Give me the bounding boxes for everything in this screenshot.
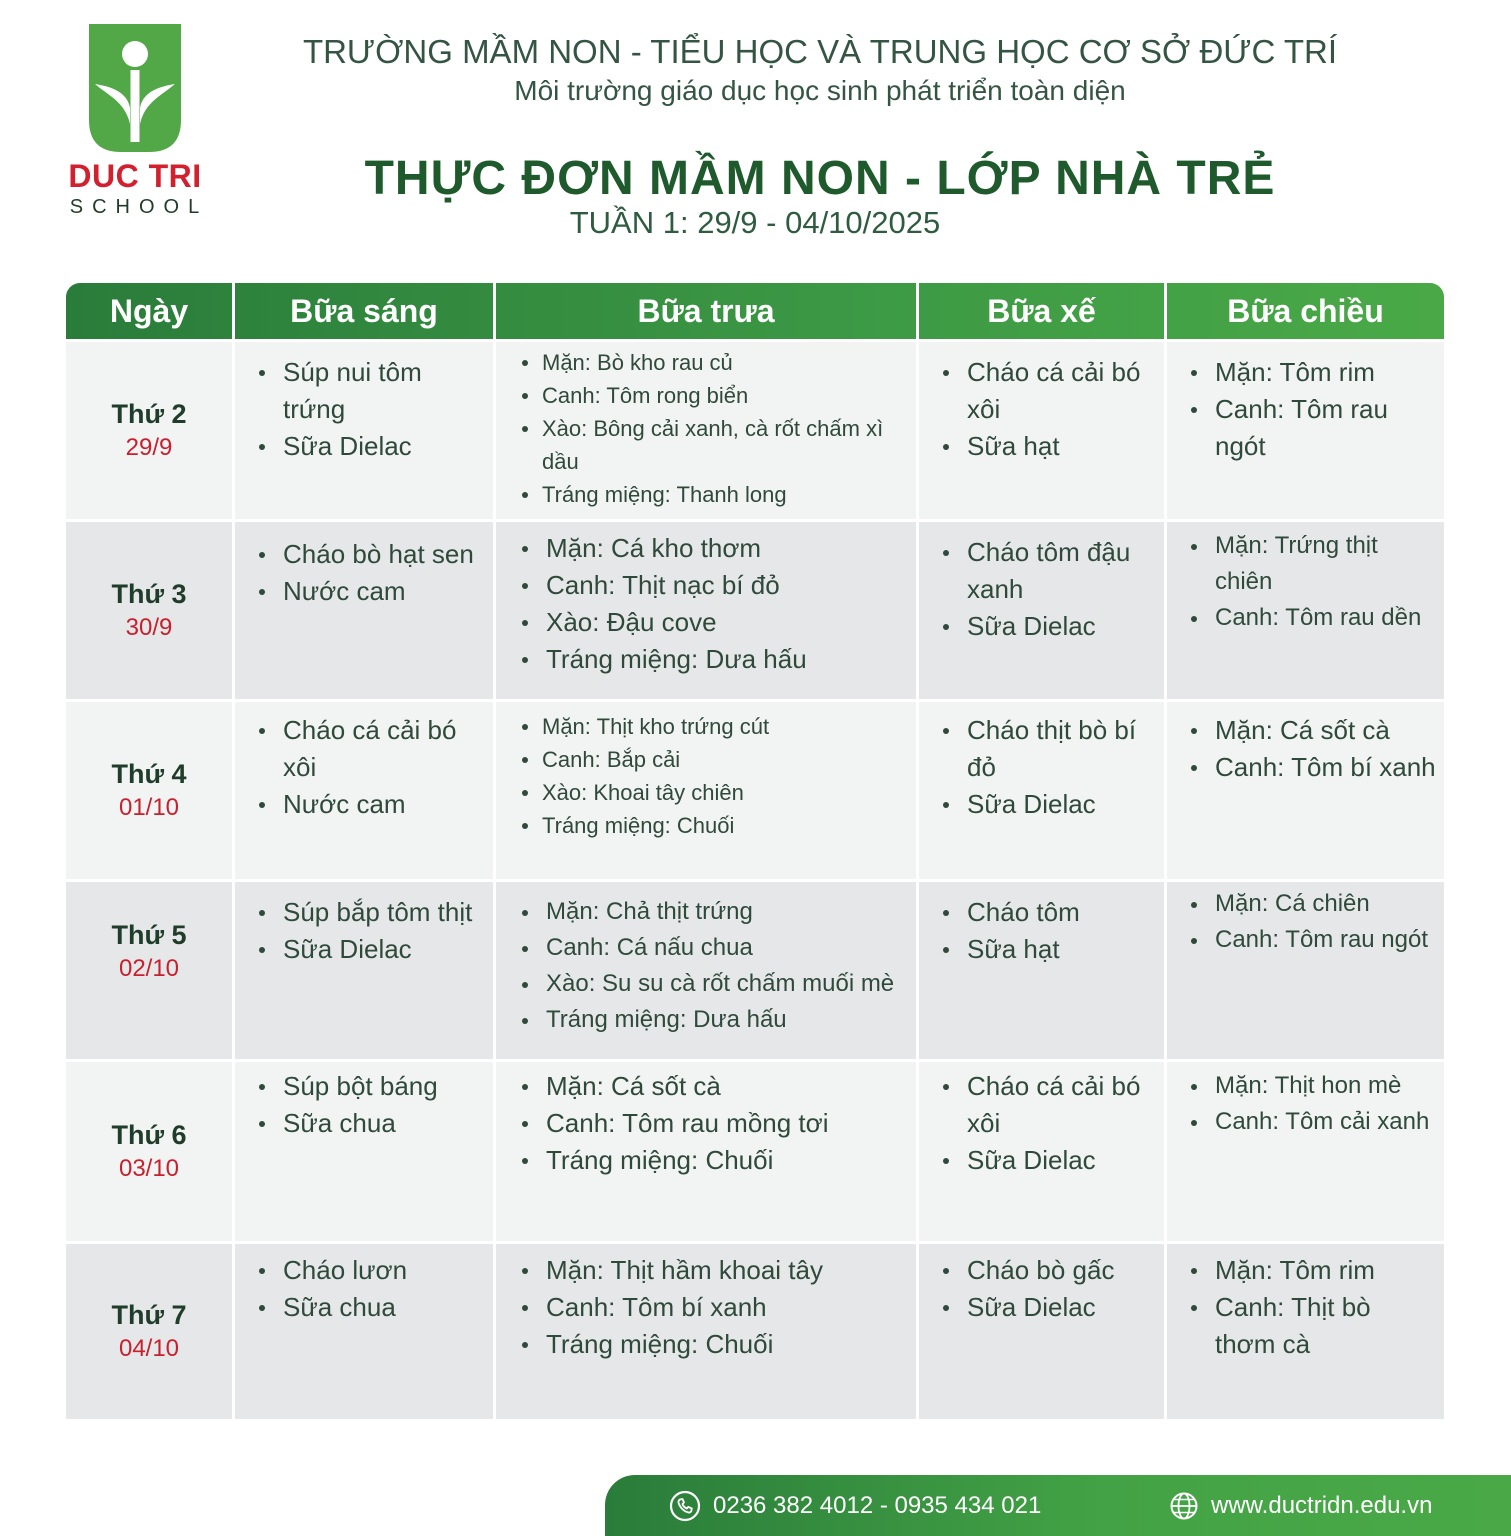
list-item: Canh: Bắp cải xyxy=(520,743,910,776)
lunch-cell xyxy=(493,702,916,879)
breakfast-cell xyxy=(232,342,493,519)
list-item: Mặn: Bò kho rau củ xyxy=(520,346,910,379)
list-item: Nước cam xyxy=(257,573,487,610)
list-item: Canh: Tôm rau mồng tơi xyxy=(520,1105,910,1142)
list-item: Sữa Dielac xyxy=(257,428,487,465)
table-row xyxy=(66,879,1444,1059)
list-item: Tráng miệng: Thanh long xyxy=(520,478,910,511)
day-date: 01/10 xyxy=(118,793,180,821)
list-item: Cháo bò hạt sen xyxy=(257,536,487,573)
snack-cell xyxy=(916,882,1164,1059)
list-item: Mặn: Chả thịt trứng xyxy=(520,894,910,930)
day-date: 29/9 xyxy=(125,433,173,461)
list-item: Tráng miệng: Chuối xyxy=(520,1142,910,1179)
breakfast-cell xyxy=(232,1244,493,1419)
list-item: Sữa Dielac xyxy=(941,608,1158,645)
list-item: Tráng miệng: Chuối xyxy=(520,1326,910,1363)
day-date: 02/10 xyxy=(118,955,180,982)
list-item: Sữa hạt xyxy=(941,428,1158,465)
list-item: Tráng miệng: Chuối xyxy=(520,809,910,842)
dinner-cell xyxy=(1164,522,1444,699)
list-item: Mặn: Cá sốt cà xyxy=(1189,712,1438,749)
list-item: Cháo thịt bò bí đỏ xyxy=(941,712,1158,786)
globe-icon xyxy=(1169,1491,1199,1521)
column-header-snack: Bữa xế xyxy=(916,283,1164,339)
list-item: Mặn: Trứng thịt chiên xyxy=(1189,528,1438,600)
contact-footer xyxy=(605,1475,1511,1536)
list-item: Cháo cá cải bó xôi xyxy=(257,712,487,786)
menu-table xyxy=(66,283,1444,1419)
list-item: Nước cam xyxy=(257,786,487,823)
list-item: Mặn: Thịt hầm khoai tây xyxy=(520,1252,910,1289)
lunch-cell xyxy=(493,522,916,699)
list-item: Mặn: Cá kho thơm xyxy=(520,530,910,567)
list-item: Mặn: Tôm rim xyxy=(1189,1252,1438,1289)
day-name: Thứ 7 xyxy=(111,1299,187,1330)
day-cell xyxy=(66,522,232,699)
list-item: Tráng miệng: Dưa hấu xyxy=(520,641,910,678)
list-item: Sữa Dielac xyxy=(941,786,1158,823)
list-item: Cháo tôm xyxy=(941,894,1158,931)
day-name: Thứ 4 xyxy=(111,758,187,789)
breakfast-cell xyxy=(232,702,493,879)
table-row xyxy=(66,1059,1444,1241)
list-item: Sữa Dielac xyxy=(257,931,487,968)
list-item: Sữa Dielac xyxy=(941,1289,1158,1326)
dinner-cell xyxy=(1164,702,1444,879)
list-item: Xào: Bông cải xanh, cà rốt chấm xì dầu xyxy=(520,412,910,478)
breakfast-cell xyxy=(232,1062,493,1241)
snack-cell xyxy=(916,702,1164,879)
column-header-lunch: Bữa trưa xyxy=(493,283,916,339)
list-item: Canh: Tôm cải xanh xyxy=(1189,1104,1438,1140)
snack-cell xyxy=(916,342,1164,519)
list-item: Xào: Su su cà rốt chấm muối mè xyxy=(520,966,910,1002)
lunch-cell xyxy=(493,1244,916,1419)
list-item: Canh: Tôm rong biển xyxy=(520,379,910,412)
snack-cell xyxy=(916,1244,1164,1419)
dinner-cell xyxy=(1164,1062,1444,1241)
week-range: TUẦN 1: 29/9 - 04/10/2025 xyxy=(569,205,941,240)
table-row xyxy=(66,339,1444,519)
school-name: TRƯỜNG MẦM NON - TIỂU HỌC VÀ TRUNG HỌC CƠ SỞ ĐỨC TRÍ xyxy=(302,33,1338,70)
list-item: Tráng miệng: Dưa hấu xyxy=(520,1002,910,1038)
list-item: Cháo bò gấc xyxy=(941,1252,1158,1289)
logo-subtitle: SCHOOL xyxy=(69,196,209,218)
list-item: Mặn: Tôm rim xyxy=(1189,354,1438,391)
list-item: Súp bắp tôm thịt xyxy=(257,894,487,931)
list-item: Canh: Thịt bò thơm cà xyxy=(1189,1289,1438,1363)
list-item: Sữa hạt xyxy=(941,931,1158,968)
list-item: Sữa Dielac xyxy=(941,1142,1158,1179)
list-item: Súp nui tôm trứng xyxy=(257,354,487,428)
list-item: Canh: Thịt nạc bí đỏ xyxy=(520,567,910,604)
dinner-cell xyxy=(1164,1244,1444,1419)
day-date: 03/10 xyxy=(118,1154,180,1182)
dinner-cell xyxy=(1164,342,1444,519)
day-name: Thứ 5 xyxy=(111,920,187,950)
list-item: Sữa chua xyxy=(257,1289,487,1326)
list-item: Mặn: Cá sốt cà xyxy=(520,1068,910,1105)
column-header-dinner: Bữa chiều xyxy=(1164,283,1444,339)
day-name: Thứ 6 xyxy=(111,1119,187,1150)
table-row xyxy=(66,519,1444,699)
list-item: Cháo cá cải bó xôi xyxy=(941,354,1158,428)
table-header xyxy=(66,283,1444,339)
list-item: Canh: Tôm bí xanh xyxy=(1189,749,1438,786)
day-date: 04/10 xyxy=(118,1334,180,1362)
list-item: Xào: Khoai tây chiên xyxy=(520,776,910,809)
day-cell xyxy=(66,1062,232,1241)
list-item: Cháo tôm đậu xanh xyxy=(941,534,1158,608)
list-item: Sữa chua xyxy=(257,1105,487,1142)
day-cell xyxy=(66,702,232,879)
day-cell xyxy=(66,342,232,519)
day-name: Thứ 2 xyxy=(111,398,187,429)
day-name: Thứ 3 xyxy=(111,578,187,609)
day-cell xyxy=(66,1244,232,1419)
list-item: Mặn: Thịt hon mè xyxy=(1189,1068,1438,1104)
snack-cell xyxy=(916,522,1164,699)
lunch-cell xyxy=(493,1062,916,1241)
day-date: 30/9 xyxy=(125,613,173,641)
lunch-cell xyxy=(493,882,916,1059)
list-item: Canh: Cá nấu chua xyxy=(520,930,910,966)
sprout-logo-icon xyxy=(89,24,181,152)
breakfast-cell xyxy=(232,882,493,1059)
page-title: THỰC ĐƠN MẦM NON - LỚP NHÀ TRẺ xyxy=(364,152,1276,205)
phone-contact[interactable] xyxy=(669,1475,1041,1536)
list-item: Súp bột báng xyxy=(257,1068,487,1105)
list-item: Canh: Tôm bí xanh xyxy=(520,1289,910,1326)
table-row xyxy=(66,1241,1444,1419)
list-item: Xào: Đậu cove xyxy=(520,604,910,641)
list-item: Canh: Tôm rau ngót xyxy=(1189,391,1438,465)
dinner-cell xyxy=(1164,882,1444,1059)
phone-icon xyxy=(669,1490,701,1522)
school-slogan: Môi trường giáo dục học sinh phát triển toàn diện xyxy=(514,75,1126,106)
list-item: Cháo cá cải bó xôi xyxy=(941,1068,1158,1142)
website-link[interactable] xyxy=(1169,1475,1432,1536)
table-row xyxy=(66,699,1444,879)
column-header-breakfast: Bữa sáng xyxy=(232,283,493,339)
school-logo xyxy=(60,24,210,218)
list-item: Cháo lươn xyxy=(257,1252,487,1289)
lunch-cell xyxy=(493,342,916,519)
snack-cell xyxy=(916,1062,1164,1241)
list-item: Canh: Tôm rau ngót xyxy=(1189,922,1438,958)
day-cell xyxy=(66,882,232,1059)
list-item: Canh: Tôm rau dền xyxy=(1189,600,1438,636)
website-url: www.ductridn.edu.vn xyxy=(1211,1491,1433,1519)
list-item: Mặn: Thịt kho trứng cút xyxy=(520,710,910,743)
phone-numbers: 0236 382 4012 - 0935 434 021 xyxy=(713,1491,1042,1519)
list-item: Mặn: Cá chiên xyxy=(1189,886,1438,922)
logo-name: DUC TRI xyxy=(68,158,202,194)
breakfast-cell xyxy=(232,522,493,699)
column-header-day: Ngày xyxy=(109,292,189,329)
